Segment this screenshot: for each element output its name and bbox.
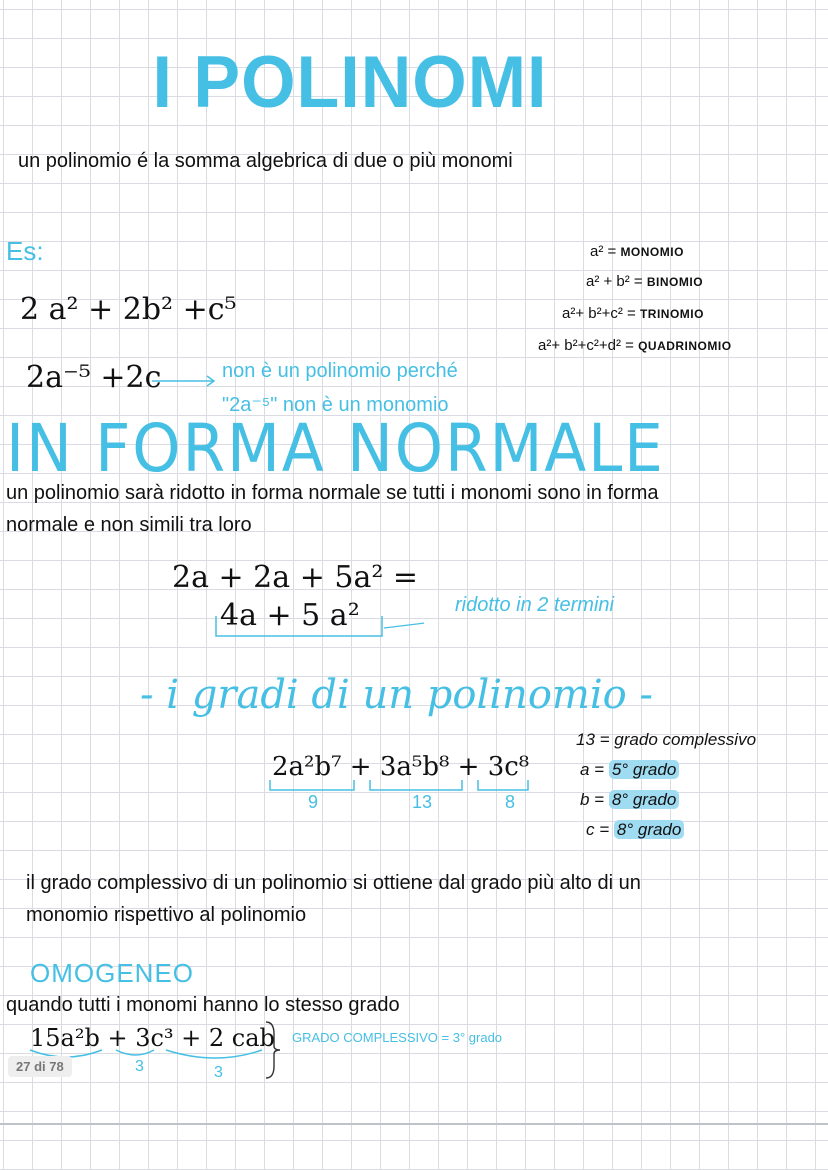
underline-bracket <box>214 612 424 642</box>
heading-omogeneo: OMOGENEO <box>30 958 195 988</box>
grade-row <box>576 730 756 750</box>
arrow-right-icon <box>152 375 217 387</box>
grade-row-left: b = <box>580 790 605 809</box>
monomial-type-expr: a² = <box>590 243 617 260</box>
grade-row-right: grado complessivo <box>614 730 757 749</box>
bottom-divider <box>0 1123 828 1125</box>
reduction-equation-line1: 2a + 2a + 5a² = <box>172 560 419 595</box>
degree-value: 13 <box>412 792 433 812</box>
grade-row-left: 13 = <box>576 730 610 749</box>
monomial-type-expr: a²+ b²+c²+d² = <box>538 337 634 354</box>
reduction-equation-line2: 4a + 5 a² <box>220 598 360 633</box>
monomial-type-label: QUADRINOMIO <box>638 339 732 353</box>
curly-brace-icon <box>262 1020 284 1080</box>
omogeneo-expression: 15a²b + 3c³ + 2 cab <box>30 1024 275 1052</box>
monomial-type-label: BINOMIO <box>646 275 704 289</box>
grade-row <box>580 760 679 780</box>
grade-row-right: 8° grado <box>609 790 679 809</box>
grado-complessivo-definition: il grado complessivo di un polinomio si ottiene dal grado più alto di un <box>26 872 641 894</box>
es-label: Es: <box>6 236 44 266</box>
grade-row <box>586 820 684 840</box>
polynomial-definition: un polinomio é la somma algebrica di due o più monomi <box>18 150 513 172</box>
monomial-type-expr: a²+ b²+c² = <box>562 305 636 322</box>
monomial-type-row <box>586 273 703 290</box>
example-polynomial: 2 a² + 2b² +c⁵ <box>20 292 237 327</box>
monomial-type-row <box>590 243 684 260</box>
degree-value: 8 <box>505 792 516 812</box>
heading-forma-normale: IN FORMA NORMALE <box>6 410 665 487</box>
omogeneo-note: GRADO COMPLESSIVO = 3° grado <box>292 1030 503 1045</box>
grade-row-left: a = <box>580 760 605 779</box>
grade-row-right: 8° grado <box>614 820 684 839</box>
page-indicator: 27 di 78 <box>8 1056 72 1077</box>
degree-value: 9 <box>308 792 319 812</box>
page-title: I POLINOMI <box>152 41 548 123</box>
omogeneo-definition: quando tutti i monomi hanno lo stesso grado <box>6 994 400 1016</box>
omogeneo-degree: 3 <box>214 1064 223 1081</box>
omogeneo-degree: 3 <box>135 1058 144 1075</box>
forma-normale-definition: un polinomio sarà ridotto in forma normale se tutti i monomi sono in forma <box>6 482 659 504</box>
grade-row-right: 5° grado <box>609 760 679 779</box>
gradi-expression: 2a²b⁷ + 3a⁵b⁸ + 3c⁸ <box>272 752 530 782</box>
monomial-type-label: MONOMIO <box>620 245 684 259</box>
not-polynomial-reason-detail: "2a⁻⁵" non è un monomio <box>222 394 449 416</box>
heading-gradi: - i gradi di un polinomio - <box>140 672 653 718</box>
monomial-type-label: TRINOMIO <box>639 307 704 321</box>
not-polynomial-reason: non è un polinomio perché <box>222 360 458 382</box>
monomial-type-row <box>562 305 704 322</box>
grade-row-left: c = <box>586 820 610 839</box>
degree-brackets <box>266 778 536 818</box>
ridotto-note: ridotto in 2 termini <box>455 594 614 616</box>
forma-normale-definition-cont: normale e non simili tra loro <box>6 514 252 536</box>
grado-complessivo-definition-cont: monomio rispettivo al polinomio <box>26 904 307 926</box>
monomial-type-row <box>538 337 732 354</box>
monomial-type-expr: a² + b² = <box>586 273 643 290</box>
grade-row <box>580 790 679 810</box>
example-non-polynomial: 2a⁻⁵ +2c <box>26 360 162 395</box>
